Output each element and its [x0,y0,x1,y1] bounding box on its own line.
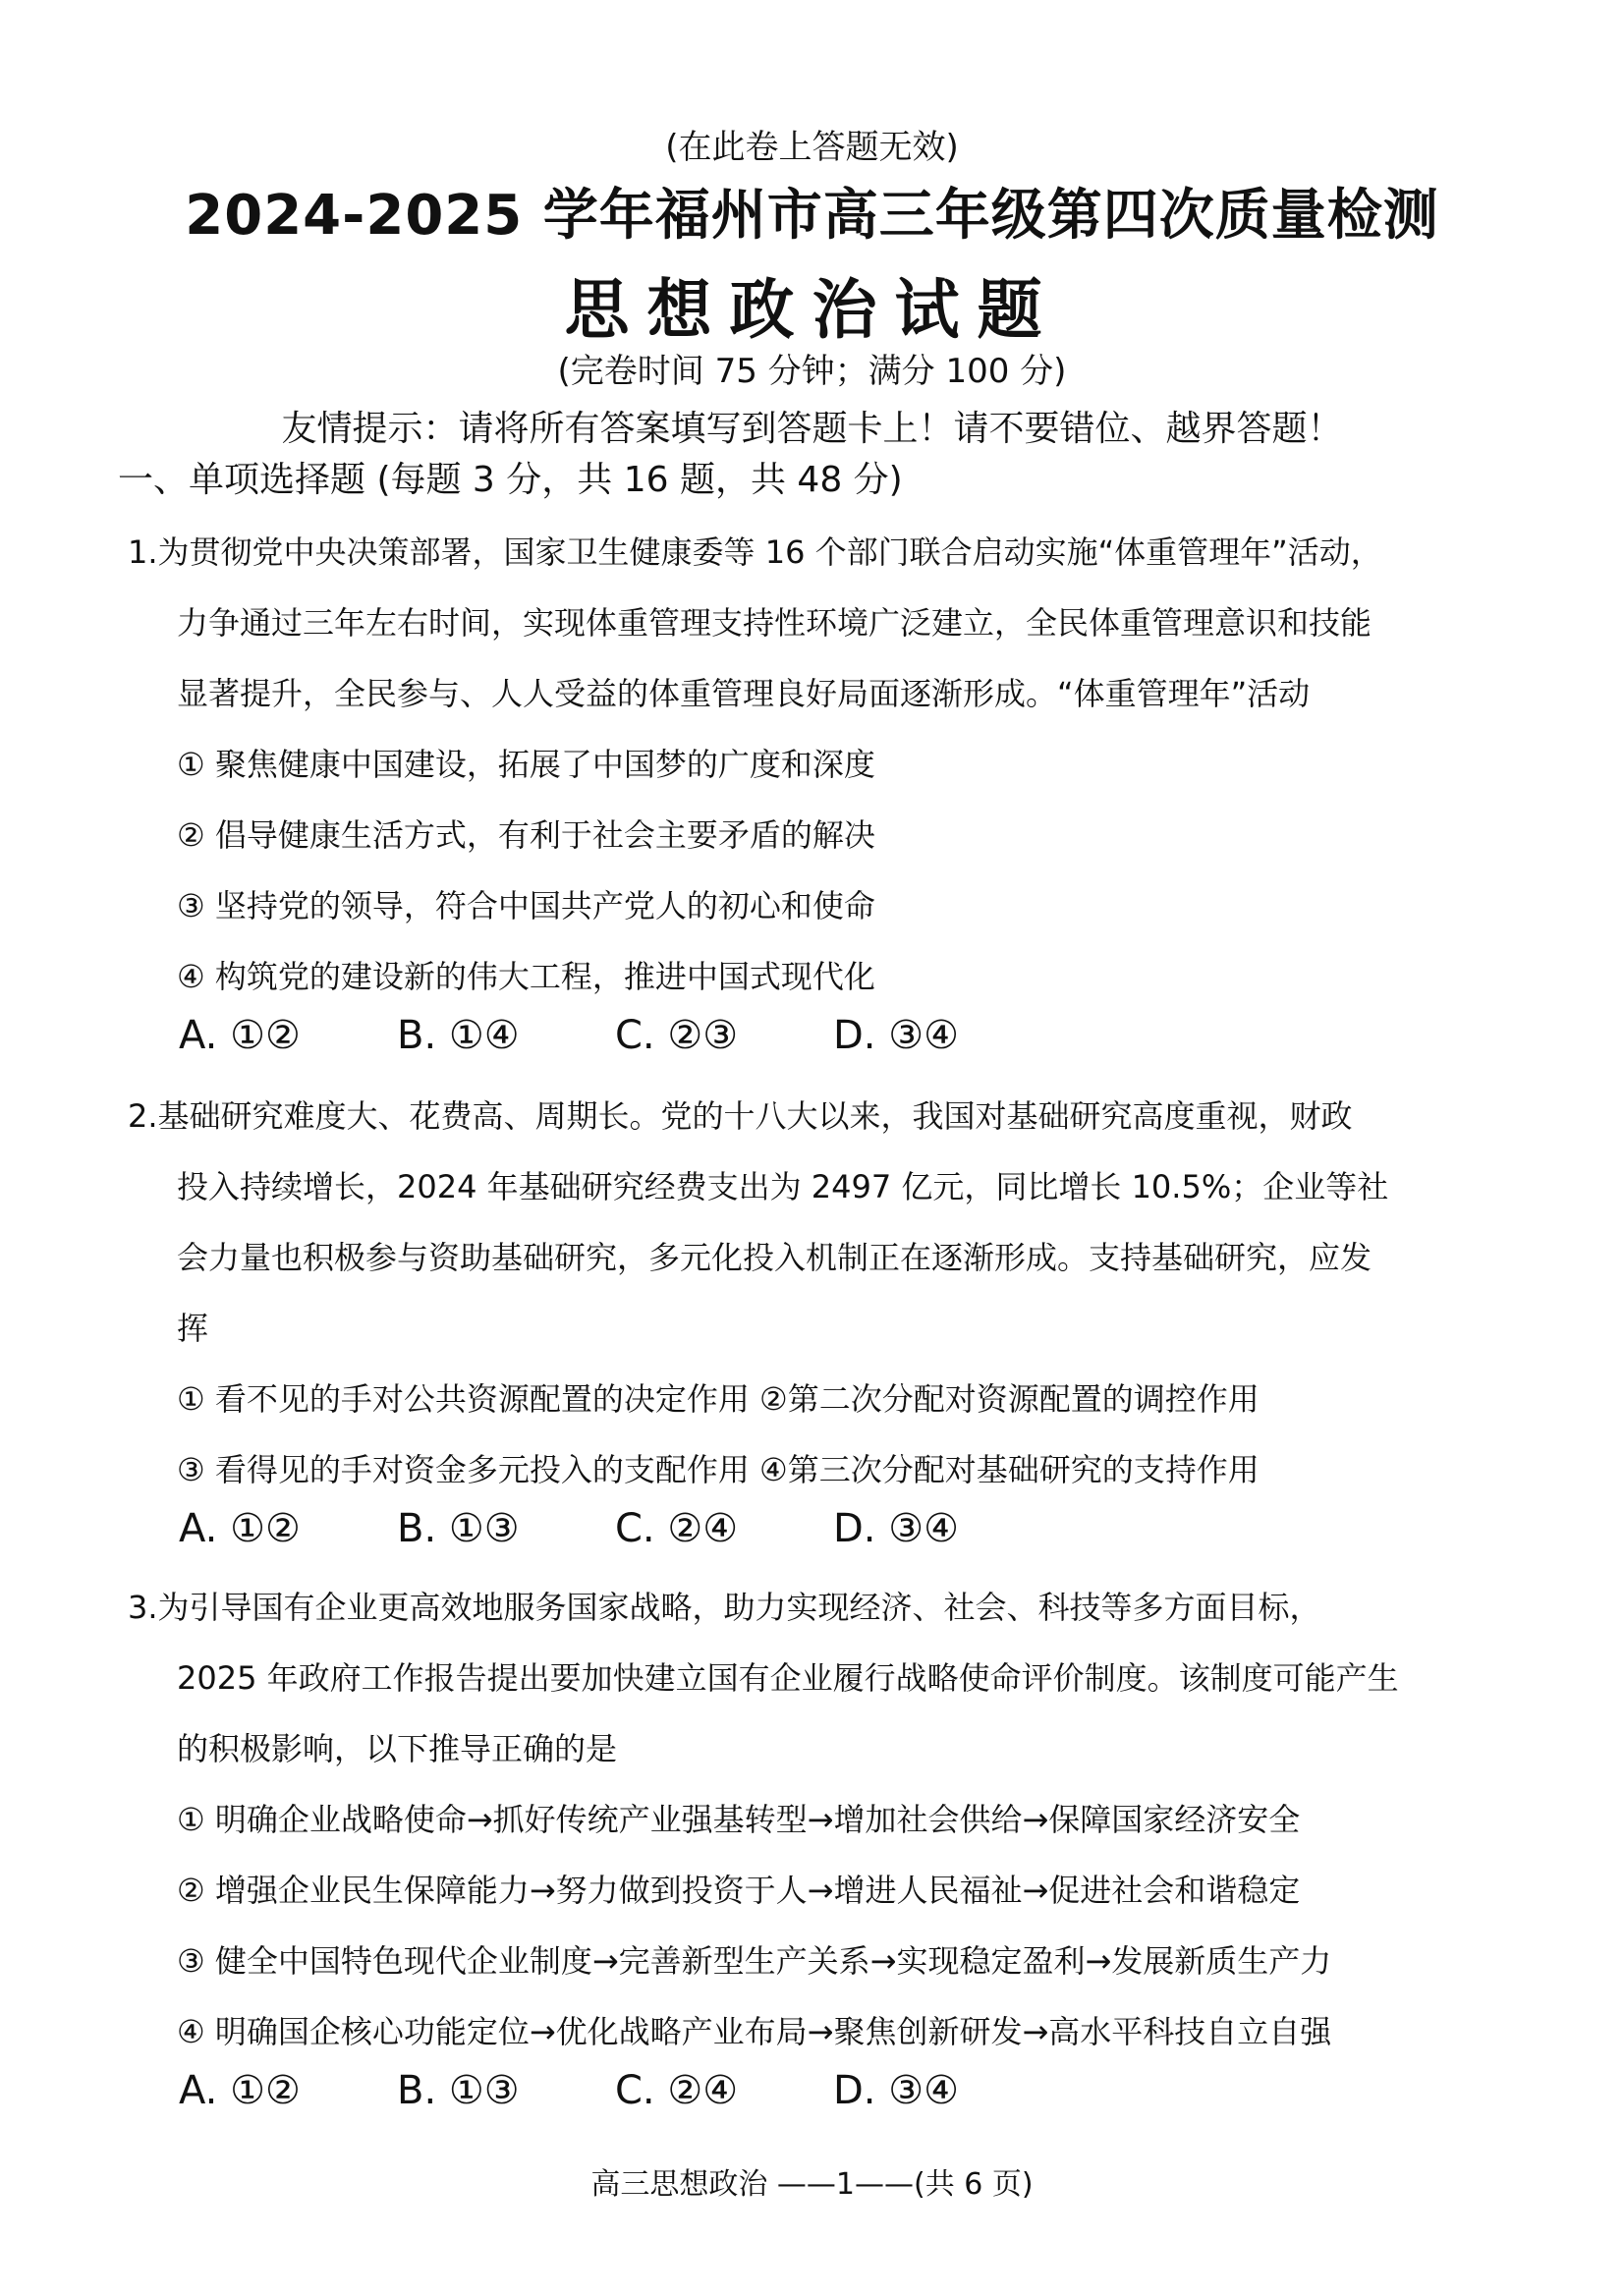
question-3-choices [179,2065,1161,2116]
question-2-stem-line-1: 2.基础研究难度大、花费高、周期长。党的十八大以来，我国对基础研究高度重视，财政 [128,1097,1353,1135]
question-2-choice-b: B. ①③ [397,1506,520,1551]
question-1-statement-3: ③ 坚持党的领导，符合中国共产党人的初心和使命 [177,887,875,924]
question-2-choice-d: D. ③④ [833,1506,959,1551]
question-3-choice-b: B. ①③ [397,2068,520,2113]
question-1-stem-line-1: 1.为贯彻党中央决策部署，国家卫生健康委等 16 个部门联合启动实施“体重管理年”活动， [128,533,1382,571]
question-2-stem-line-4: 挥 [177,1310,209,1347]
question-3-choice-a: A. ①② [179,2068,301,2113]
subject-title: 思想政治试题 [564,272,1060,348]
question-2-statements-1-2: ① 看不见的手对公共资源配置的决定作用 ②第二次分配对资源配置的调控作用 [177,1380,1260,1418]
page-footer: 高三思想政治 ——1——(共 6 页) [590,2167,1034,2202]
question-3-choice-c: C. ②④ [615,2068,739,2113]
question-3-statement-2: ② 增强企业民生保障能力→努力做到投资于人→增进人民福祉→促进社会和谐稳定 [177,1872,1301,1909]
question-1-stem-line-2: 力争通过三年左右时间，实现体重管理支持性环境广泛建立，全民体重管理意识和技能 [177,604,1372,642]
friendly-tip: 友情提示：请将所有答案填写到答题卡上！请不要错位、越界答题！ [281,409,1343,449]
question-1-choice-d: D. ③④ [833,1013,959,1058]
question-3-stem-line-2: 2025 年政府工作报告提出要加快建立国有企业履行战略使命评价制度。该制度可能产生 [177,1659,1399,1697]
question-2-choice-c: C. ②④ [615,1506,739,1551]
question-3-stem-line-3: 的积极影响，以下推导正确的是 [177,1730,618,1767]
question-1-statement-2: ② 倡导健康生活方式，有利于社会主要矛盾的解决 [177,816,875,854]
question-3-statement-1: ① 明确企业战略使命→抓好传统产业强基转型→增加社会供给→保障国家经济安全 [177,1801,1301,1838]
question-3-statement-3: ③ 健全中国特色现代企业制度→完善新型生产关系→实现稳定盈利→发展新质生产力 [177,1942,1332,1980]
question-2-choice-a: A. ①② [179,1506,301,1551]
question-1-statement-1: ① 聚焦健康中国建设，拓展了中国梦的广度和深度 [177,746,875,783]
question-1-choice-a: A. ①② [179,1013,301,1058]
question-2-choices [179,1503,1161,1554]
section-heading: 一、单项选择题 (每题 3 分，共 16 题，共 48 分) [118,460,903,500]
question-1-statement-4: ④ 构筑党的建设新的伟大工程，推进中国式现代化 [177,958,875,995]
question-2-stem-line-3: 会力量也积极参与资助基础研究，多元化投入机制正在逐渐形成。支持基础研究，应发 [177,1239,1372,1276]
question-1-choice-c: C. ②③ [615,1013,739,1058]
question-1-choices [179,1010,1161,1061]
time-and-score-note: (完卷时间 75 分钟；满分 100 分) [557,352,1067,391]
exam-title: 2024-2025 学年福州市高三年级第四次质量检测 [185,184,1439,248]
question-2-statements-3-4: ③ 看得见的手对资金多元投入的支配作用 ④第三次分配对基础研究的支持作用 [177,1451,1260,1488]
question-1-stem-line-3: 显著提升，全民参与、人人受益的体重管理良好局面逐渐形成。“体重管理年”活动 [177,675,1311,712]
question-3-statement-4: ④ 明确国企核心功能定位→优化战略产业布局→聚焦创新研发→高水平科技自立自强 [177,2013,1332,2050]
answer-invalid-notice: (在此卷上答题无效) [665,128,959,167]
question-1-choice-b: B. ①④ [397,1013,520,1058]
question-3-stem-line-1: 3.为引导国有企业更高效地服务国家战略，助力实现经济、社会、科技等多方面目标， [128,1589,1321,1626]
question-2-stem-line-2: 投入持续增长，2024 年基础研究经费支出为 2497 亿元，同比增长 10.5%；企业等社 [177,1168,1389,1205]
question-3-choice-d: D. ③④ [833,2068,959,2113]
